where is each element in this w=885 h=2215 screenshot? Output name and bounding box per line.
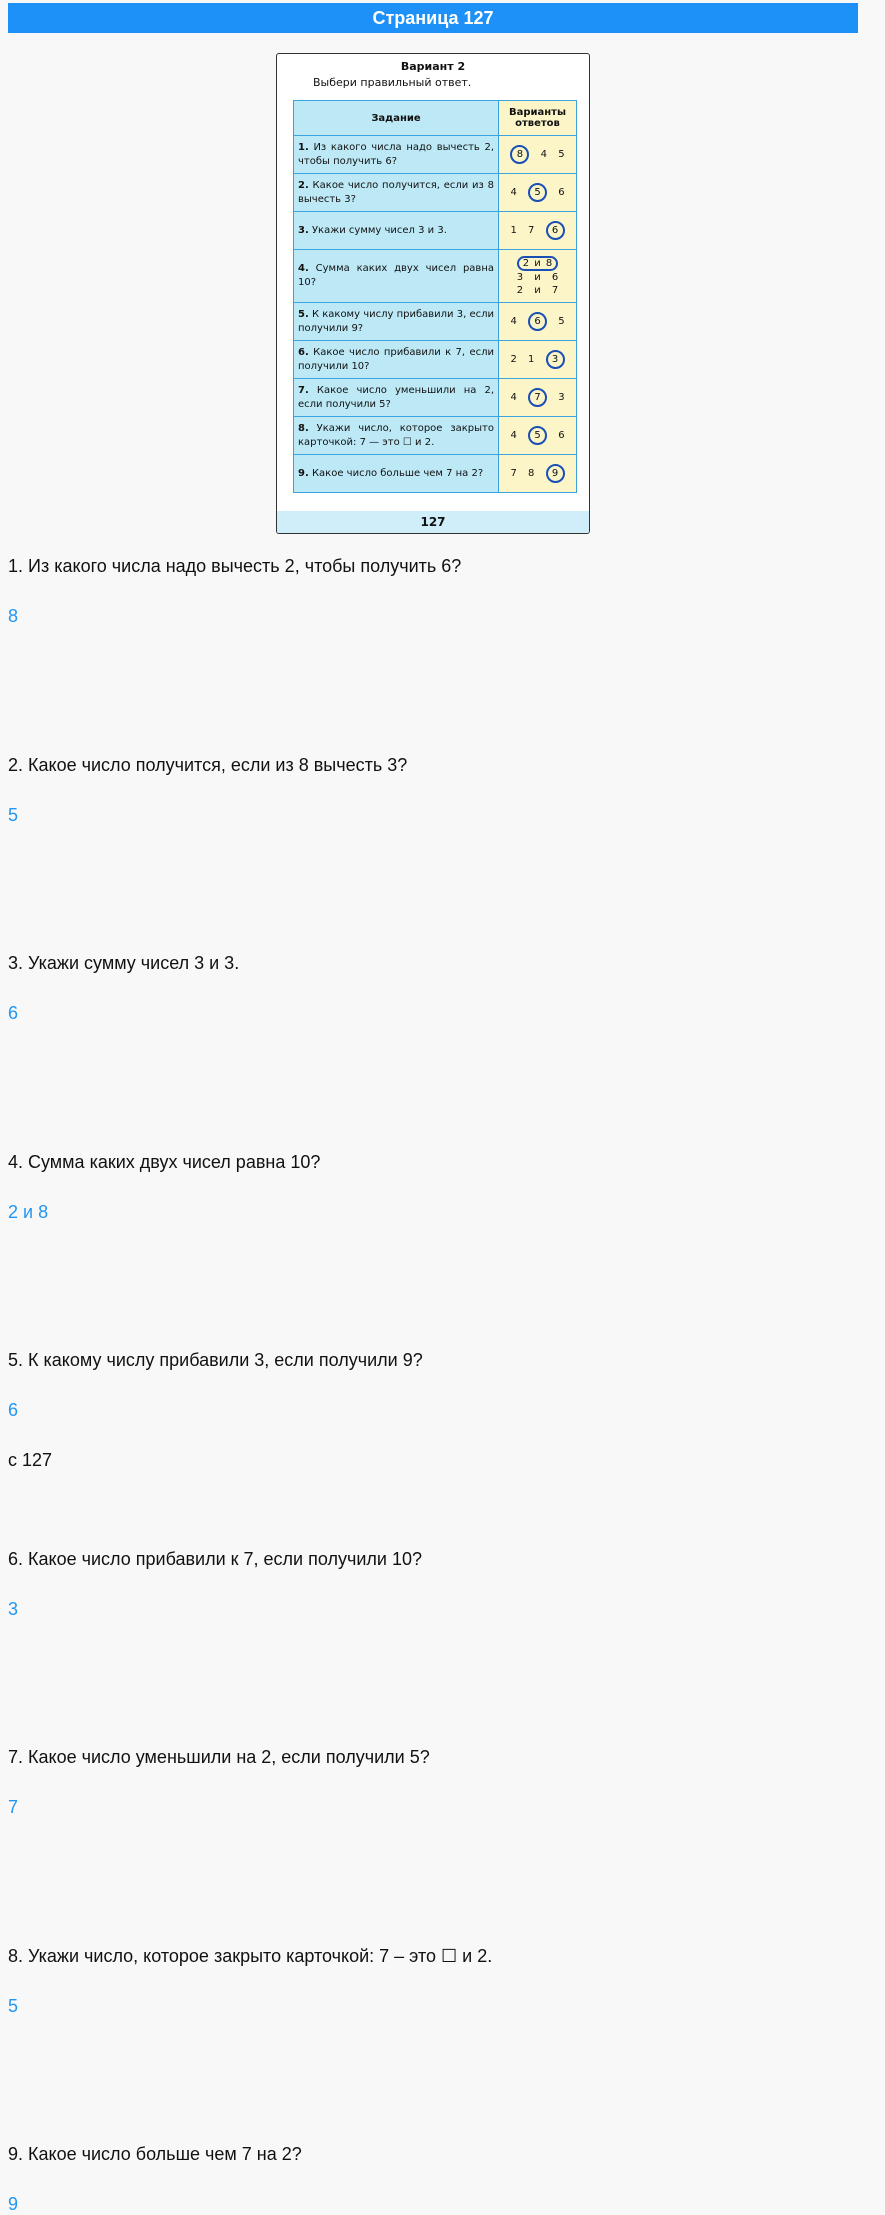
answer-option: 2 и 7 (516, 284, 559, 296)
quiz-options (499, 212, 577, 250)
quiz-row (294, 455, 577, 493)
answer-option: 4 (510, 430, 517, 441)
circled-answer: 8 (510, 145, 529, 164)
quiz-row (294, 303, 577, 341)
column-header-options: Варианты ответов (499, 101, 577, 136)
answer-text: 5 (8, 1995, 19, 2016)
question-text: 8. Укажи число, которое закрыто карточкой: 7 – это ☐ и 2. (8, 1945, 493, 1966)
answer-text: 2 и 8 (8, 1201, 49, 1222)
quiz-row (294, 212, 577, 250)
circled-answer: 5 (528, 426, 547, 445)
quiz-options (499, 379, 577, 417)
question-text: 2. Какое число получится, если из 8 вычесть 3? (8, 754, 408, 775)
quiz-question: 4. Сумма каких двух чисел равна 10? (294, 250, 499, 303)
quiz-question: 5. К какому числу прибавили 3, если получили 9? (294, 303, 499, 341)
quiz-row (294, 250, 577, 303)
answer-option: 5 (558, 316, 565, 327)
quiz-question: 2. Какое число получится, если из 8 вычесть 3? (294, 174, 499, 212)
answer-option: 7 (528, 225, 535, 236)
answer-option: 4 (510, 316, 517, 327)
column-header-task: Задание (294, 101, 499, 136)
answer-option: 3 и 6 (516, 271, 559, 283)
quiz-options (499, 341, 577, 379)
question-text: 1. Из какого числа надо вычесть 2, чтобы получить 6? (8, 556, 462, 576)
answer-option: 6 (558, 430, 565, 441)
quiz-question: 1. Из какого числа надо вычесть 2, чтобы получить 6? (294, 136, 499, 174)
page-title: Страница 127 (8, 3, 858, 33)
question-text: 4. Сумма каких двух чисел равна 10? (8, 1151, 321, 1172)
question-text: 5. К какому числу прибавили 3, если получили 9? (8, 1350, 423, 1370)
circled-answer: 6 (546, 221, 565, 240)
quiz-question: 8. Укажи число, которое закрыто карточкой: 7 — это ☐ и 2. (294, 417, 499, 455)
circled-answer: 3 (546, 350, 565, 369)
quiz-row (294, 341, 577, 379)
variant-title: Вариант 2 (400, 60, 466, 73)
instruction: Выбери правильный ответ. (313, 76, 472, 89)
quiz-table (293, 100, 577, 493)
circled-answer: 6 (528, 312, 547, 331)
circled-answer: 9 (546, 464, 565, 483)
answer-option: 1 (528, 354, 535, 365)
answer-option: 1 (510, 225, 517, 236)
question-text: 6. Какое число прибавили к 7, если получили 10? (8, 1548, 422, 1569)
circled-answer: 7 (528, 388, 547, 407)
answer-option: 6 (558, 187, 565, 198)
quiz-question: 9. Какое число больше чем 7 на 2? (294, 455, 499, 493)
answer-option: 7 (510, 468, 517, 479)
quiz-question: 3. Укажи сумму чисел 3 и 3. (294, 212, 499, 250)
quiz-question: 6. Какое число прибавили к 7, если получили 10? (294, 341, 499, 379)
quiz-row (294, 136, 577, 174)
answer-option: 8 (528, 468, 535, 479)
page-number: 127 (420, 515, 446, 529)
quiz-options (499, 174, 577, 212)
quiz-options (499, 136, 577, 174)
question-text: 9. Какое число больше чем 7 на 2? (8, 2144, 302, 2164)
answer-text: 9 (8, 2194, 19, 2214)
quiz-row (294, 417, 577, 455)
quiz-options (499, 303, 577, 341)
answer-option: 4 (510, 392, 517, 403)
circled-answer: 5 (528, 183, 547, 202)
quiz-options (499, 417, 577, 455)
quiz-row (294, 174, 577, 212)
quiz-options (499, 250, 577, 303)
quiz-question: 7. Какое число уменьшили на 2, если получили 5? (294, 379, 499, 417)
answer-text: 8 (8, 606, 19, 626)
textbook-page-image (276, 53, 590, 534)
circled-answer: 2 и 8 (517, 256, 559, 271)
answer-option: 4 (510, 187, 517, 198)
answer-text: 6 (8, 1003, 19, 1023)
question-text: 7. Какое число уменьшили на 2, если получили 5? (8, 1747, 430, 1767)
answer-option: 4 (540, 149, 547, 160)
question-text: 3. Укажи сумму чисел 3 и 3. (8, 953, 240, 973)
answer-text: 3 (8, 1598, 19, 1619)
answer-text: 6 (8, 1400, 19, 1420)
quiz-options (499, 455, 577, 493)
answer-text: 7 (8, 1797, 19, 1817)
quiz-row (294, 379, 577, 417)
answer-option: 5 (558, 149, 565, 160)
page-reference: с 127 (8, 1450, 53, 1470)
answer-option: 2 (510, 354, 517, 365)
answer-option: 3 (558, 392, 565, 403)
answer-text: 5 (8, 804, 19, 825)
